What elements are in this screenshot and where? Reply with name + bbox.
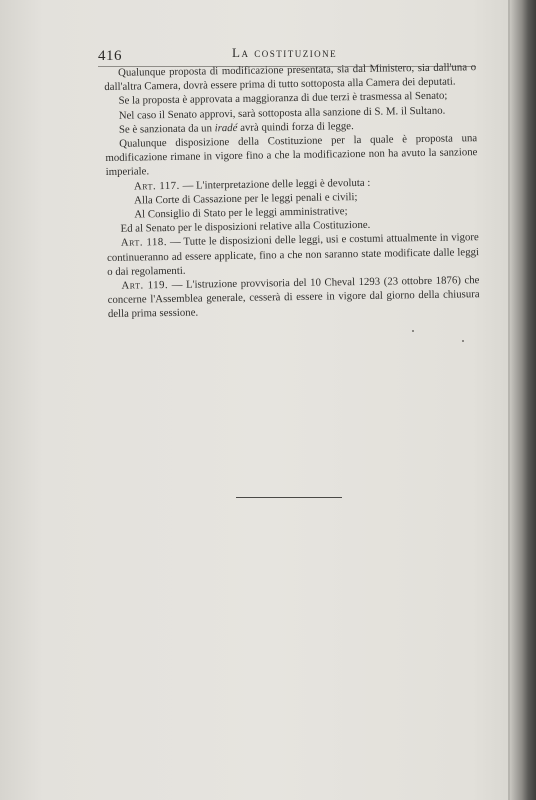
list-item: Alla Corte di Cassazione per le leggi penali e civili; [134,190,358,207]
article-118 [107,231,480,279]
paragraph: Qualunque proposta di modificazione presentata, sia dal Ministero, sia dall'una o dall'altra Camera, dovrà essere prima di tutto sottoposta alla Camera dei deputati. [104,61,477,94]
print-speck [412,330,414,332]
article-text: — L'interpretazione delle leggi è devoluta : [182,176,371,192]
list-item: Al Consiglio di Stato per le leggi amministrative; [134,205,348,221]
article-label: Art. 119. [121,279,169,292]
page-number: 416 [98,48,122,64]
article-text: — L'istruzione provvisoria del 10 Cheval 1293 (23 ottobre 1876) che concerne l'Assemblea generale, cesserà di essere in vigore dal giorno della chiusura della prima sessione. [107,274,480,321]
sentence-end: avrà quindi forza di legge. [240,119,354,134]
article-119 [107,273,480,321]
article-text: — Tutte le disposizioni delle leggi, usi e costumi attualmente in vigore continueranno ad essere applicate, fino a che non saranno state modificate dalle leggi o dai regolamenti. [106,231,480,278]
body-text [104,60,480,321]
print-speck [462,340,464,342]
paragraph: Se la proposta è approvata a maggioranza di due terzi è trasmessa al Senato; [118,90,448,108]
list-item: Ed al Senato per le disposizioni relative alla Costituzione. [120,219,371,235]
italic-term: iradé [214,121,238,135]
article-label: Art. 118. [120,236,168,250]
sentence-start: Se è sanzionata da un [118,122,213,136]
paragraph: Nel caso il Senato approvi, sarà sottoposta alla sanzione di S. M. il Sultano. [118,104,446,122]
article-label: Art. 117. [133,179,180,193]
closing-rule [236,497,342,498]
paragraph: Qualunque disposizione della Costituzione per la quale è proposta una modificazione rimane in vigore fino a che la modificazione non ha avuto la sanzione imperiale. [105,132,478,179]
running-title: La costituzione [232,45,338,60]
book-spine [510,0,536,800]
